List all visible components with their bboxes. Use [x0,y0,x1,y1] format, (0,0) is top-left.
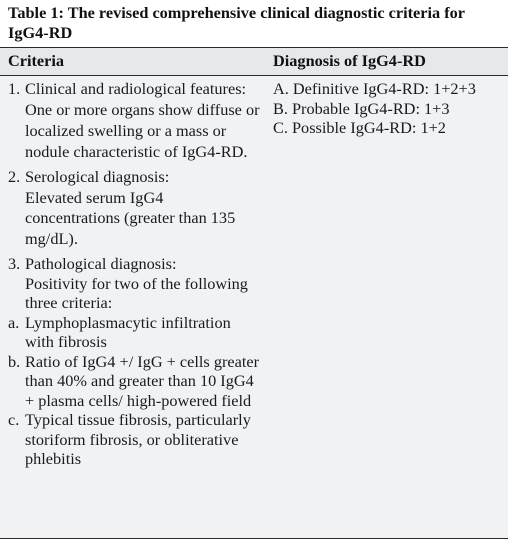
criterion-sub-items [8,313,260,469]
bottom-rule [0,538,508,539]
sub-criterion-b [8,352,260,411]
header-row [0,48,508,75]
sub-criterion-letter: c. [8,410,20,430]
diagnosis-definitive: A. Definitive IgG4-RD: 1+2+3 [273,79,476,98]
criterion-title: Serological diagnosis: [25,166,170,186]
sub-criterion-text: Lymphoplasmacytic infiltration with fibrosis [25,312,231,352]
criterion-detail: Positivity for two of the following three criteria: [25,273,248,313]
sub-criterion-a [8,313,260,352]
diagnosis-probable: B. Probable IgG4-RD: 1+3 [273,98,450,118]
criterion-title: Pathological diagnosis: [25,254,177,274]
criteria-column [8,79,260,469]
criterion-2 [8,167,260,251]
sub-criterion-text: Ratio of IgG4 +/ IgG + cells greater than 40% and greater than 10 IgG4 + plasma cells/ high-powered field [25,351,260,410]
criterion-detail: Elevated serum IgG4 concentrations (greater than 135 mg/dL). [25,187,236,249]
sub-criterion-c [8,410,260,469]
table-caption: Table 1: The revised comprehensive clinical diagnostic criteria for IgG4-RD [8,3,465,42]
header-diagnosis: Diagnosis of IgG4-RD [273,51,426,70]
criterion-1 [8,79,260,163]
criterion-number: 3. [8,254,21,274]
header-criteria: Criteria [8,51,65,70]
sub-criterion-letter: a. [8,312,20,332]
sub-criterion-letter: b. [8,351,21,371]
criterion-detail: One or more organs show diffuse or localized swelling or a mass or nodule characteristic of IgG4-RD. [25,99,260,161]
criterion-3 [8,254,260,469]
criterion-number: 1. [8,79,21,98]
sub-criterion-text: Typical tissue fibrosis, particularly storiform fibrosis, or obliterative phlebitis [25,410,251,469]
criterion-number: 2. [8,166,21,186]
diagnosis-possible: C. Possible IgG4-RD: 1+2 [273,118,446,137]
diagnosis-column [273,79,505,138]
criterion-title: Clinical and radiological features: [25,79,247,98]
